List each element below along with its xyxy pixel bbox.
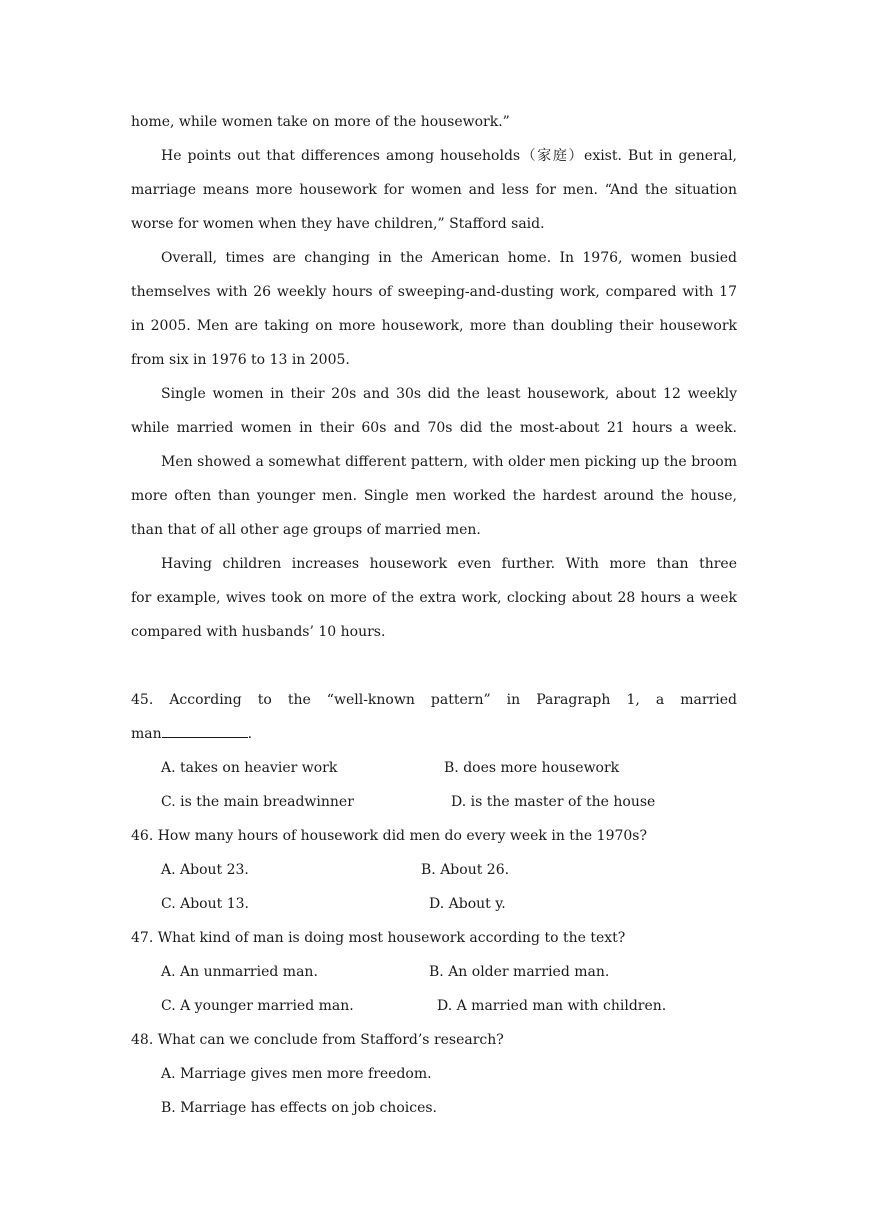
question-45 bbox=[131, 683, 737, 819]
option-c: C. A younger married man. bbox=[161, 998, 354, 1014]
option-row bbox=[131, 887, 737, 921]
passage-line: compared with husbands’ 10 hours. bbox=[131, 624, 386, 640]
passage-line: while married women in their 60s and 70s did the most-about 21 hours a week. bbox=[131, 420, 737, 436]
document-page bbox=[131, 105, 737, 1125]
section-gap bbox=[131, 649, 737, 683]
stem-text: man bbox=[131, 726, 162, 742]
question-stem: 48. What can we conclude from Stafford’s research? bbox=[131, 1032, 504, 1048]
option-c: C. About 13. bbox=[161, 896, 249, 912]
option-row bbox=[131, 785, 737, 819]
option-c: C. is the main breadwinner bbox=[161, 794, 354, 810]
question-stem: 45. According to the “well-known pattern” in Paragraph 1, a married bbox=[131, 692, 737, 708]
passage-line: Men showed a somewhat different pattern, with older men picking up the broom bbox=[161, 454, 737, 470]
option-d: D. is the master of the house bbox=[451, 794, 656, 810]
passage-line: Overall, times are changing in the American home. In 1976, women busied bbox=[161, 250, 737, 266]
passage-line: from six in 1976 to 13 in 2005. bbox=[131, 352, 350, 368]
option-row bbox=[131, 853, 737, 887]
question-stem: 46. How many hours of housework did men do every week in the 1970s? bbox=[131, 828, 647, 844]
option-d: D. About y. bbox=[429, 896, 506, 912]
option-a: A. About 23. bbox=[161, 862, 249, 878]
passage-line: Having children increases housework even further. With more than three bbox=[161, 556, 737, 572]
stem-text: . bbox=[247, 726, 253, 742]
passage-line: Single women in their 20s and 30s did the least housework, about 12 weekly bbox=[161, 386, 737, 402]
option-a: A. An unmarried man. bbox=[161, 964, 318, 980]
option-a: A. takes on heavier work bbox=[161, 760, 338, 776]
option-b: B. About 26. bbox=[421, 862, 510, 878]
option-a: A. Marriage gives men more freedom. bbox=[161, 1066, 432, 1082]
passage-line: marriage means more housework for women and less for men. “And the situation bbox=[131, 182, 737, 198]
question-stem: 47. What kind of man is doing most housework according to the text? bbox=[131, 930, 626, 946]
option-row bbox=[131, 955, 737, 989]
passage-line: home, while women take on more of the housework.” bbox=[131, 114, 510, 130]
option-d: D. A married man with children. bbox=[437, 998, 667, 1014]
question-46 bbox=[131, 819, 737, 921]
option-b: B. does more housework bbox=[444, 760, 620, 776]
passage-line: for example, wives took on more of the extra work, clocking about 28 hours a week bbox=[131, 590, 737, 606]
question-48 bbox=[131, 1023, 737, 1125]
question-47 bbox=[131, 921, 737, 1023]
option-row bbox=[131, 989, 737, 1023]
reading-passage bbox=[131, 105, 737, 649]
passage-line: He points out that differences among households（家庭）exist. But in general, bbox=[161, 148, 737, 164]
option-b: B. An older married man. bbox=[429, 964, 610, 980]
passage-line: in 2005. Men are taking on more housework, more than doubling their housework bbox=[131, 318, 737, 334]
passage-line: than that of all other age groups of married men. bbox=[131, 522, 481, 538]
passage-line: themselves with 26 weekly hours of sweeping-and-dusting work, compared with 17 bbox=[131, 284, 737, 300]
answer-blank bbox=[162, 723, 248, 738]
option-b: B. Marriage has effects on job choices. bbox=[161, 1100, 437, 1116]
option-row bbox=[131, 751, 737, 785]
passage-line: more often than younger men. Single men worked the hardest around the house, bbox=[131, 488, 737, 504]
passage-line: worse for women when they have children,” Stafford said. bbox=[131, 216, 545, 232]
question-stem-continued bbox=[131, 717, 737, 751]
